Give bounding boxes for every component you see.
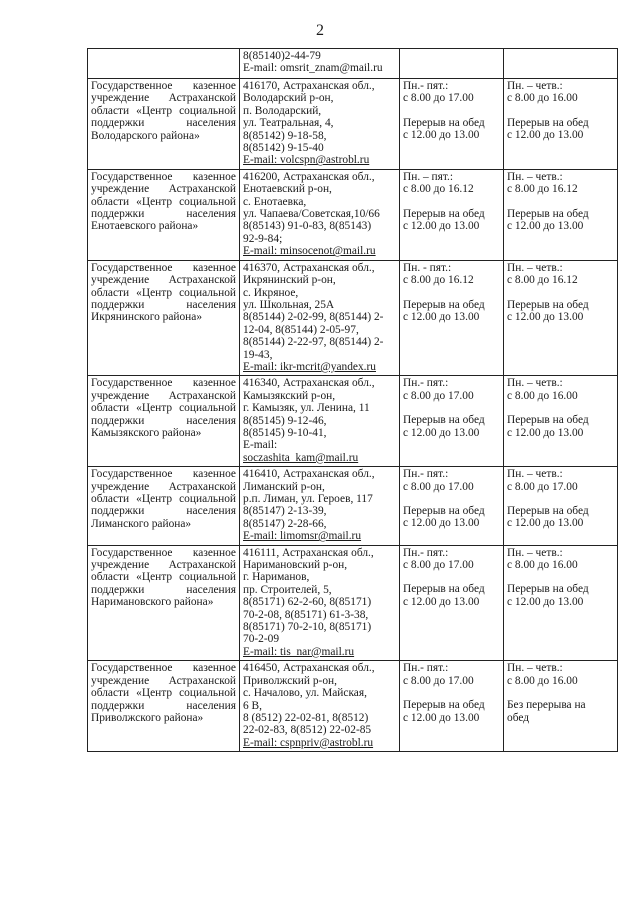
org-name: Государственное казенное учреждение Астраханской области «Центр социальной поддержки населения Енотаевского района» [91, 170, 236, 233]
schedule-thursday-cell [504, 79, 618, 170]
break1-line: с 12.00 до 13.00 [403, 711, 480, 724]
break1-line: Перерыв на обед [403, 505, 485, 517]
break2-line: Перерыв на обед [507, 505, 589, 517]
address-line: 8(85144) 2-22-97, 8(85144) 2- [243, 336, 384, 349]
break2-line: с 12.00 до 13.00 [507, 595, 584, 608]
schedule-thursday [507, 80, 614, 105]
address-line: с. Началово, ул. Майская, [243, 687, 367, 700]
break1-line: с 12.00 до 13.00 [403, 129, 480, 142]
email-link[interactable]: soczashita_kam@mail.ru [243, 451, 359, 464]
schedule-thursday-cell [504, 376, 618, 467]
org-name: Государственное казенное учреждение Астраханской области «Центр социальной поддержки населения Камызякского района» [91, 377, 236, 439]
spacer [403, 571, 500, 583]
lunch-break-thursday [507, 208, 614, 233]
break2-line: Без перерыва на [507, 699, 586, 712]
spacer [403, 493, 500, 505]
address-cell [240, 467, 400, 545]
address-lines [243, 662, 396, 736]
break1-line: с 12.00 до 13.00 [403, 595, 480, 608]
sched1-line: с 8.00 до 17.00 [403, 674, 474, 687]
address-lines [243, 80, 396, 154]
sched2-line: Пн. – четв.: [507, 261, 563, 274]
address-cell [240, 661, 400, 752]
sched2-line: с 8.00 до 16.00 [507, 389, 578, 402]
org-name-cell [88, 169, 240, 260]
schedule-weekdays-cell [400, 376, 504, 467]
org-name: Государственное казенное учреждение Астраханской области «Центр социальной поддержки населения Лиманского района» [91, 468, 236, 530]
schedule-thursday-cell [504, 467, 618, 545]
sched2-line: с 8.00 до 16.00 [507, 674, 578, 687]
email-link[interactable]: E-mail: cspnpriv@astrobl.ru [243, 736, 374, 749]
schedule-thursday-cell [504, 545, 618, 661]
sched1-line: Пн. - пят.: [403, 261, 452, 274]
sched1-line: с 8.00 до 17.00 [403, 559, 474, 572]
break2-line: с 12.00 до 13.00 [507, 220, 584, 233]
sched2-line: Пн. – четв.: [507, 468, 563, 481]
address-cell [240, 376, 400, 467]
page-number: 2 [316, 22, 324, 39]
table-row-continuation [88, 49, 618, 79]
address-line: Икрянинский р-он, [243, 274, 336, 287]
lunch-break-weekdays [403, 414, 500, 439]
address-line: 92-9-84; [243, 232, 283, 245]
table-row [88, 260, 618, 376]
spacer [507, 287, 614, 299]
lunch-break-weekdays [403, 299, 500, 324]
address-line: ул. Чапаева/Советская,10/66 [243, 208, 380, 221]
break2-line: с 12.00 до 13.00 [507, 517, 584, 530]
schedule-thursday-cell [504, 169, 618, 260]
sched2-line: Пн. – четв.: [507, 170, 563, 183]
break2-line: с 12.00 до 13.00 [507, 310, 584, 323]
lunch-break-weekdays [403, 583, 500, 608]
schedule-thursday-cell [504, 260, 618, 376]
sched1-line: Пн.- пят.: [403, 377, 449, 390]
schedule-weekdays-cell [400, 169, 504, 260]
schedule-weekdays-cell [400, 79, 504, 170]
email-link[interactable]: E-mail: volcspn@astrobl.ru [243, 154, 370, 167]
address-line: с. Енотаевка, [243, 195, 307, 208]
lunch-break-thursday [507, 299, 614, 324]
schedule-thursday-cell [504, 661, 618, 752]
org-cell [88, 49, 240, 79]
org-name-cell [88, 79, 240, 170]
sched1-line: с 8.00 до 16.12 [403, 183, 474, 196]
org-name: Государственное казенное учреждение Астраханской области «Центр социальной поддержки населения Наримановского района» [91, 546, 236, 609]
schedule-weekdays [403, 171, 500, 196]
break1-line: с 12.00 до 13.00 [403, 310, 480, 323]
org-name: Государственное казенное учреждение Астраханской области «Центр социальной поддержки населения Приволжского района» [91, 662, 236, 724]
schedule-cell [400, 49, 504, 79]
lunch-break-thursday [507, 414, 614, 439]
email-link[interactable]: E-mail: minsocenot@mail.ru [243, 245, 376, 258]
sched2-line: с 8.00 до 16.00 [507, 92, 578, 105]
sched1-line: Пн.- пят.: [403, 80, 449, 92]
sched1-line: Пн.- пят.: [403, 662, 449, 675]
break2-line: обед [507, 711, 530, 724]
org-name-cell [88, 260, 240, 376]
address-cell [240, 169, 400, 260]
schedule-thursday [507, 171, 614, 196]
schedule-thursday [507, 262, 614, 287]
table-row [88, 467, 618, 545]
sched1-line: с 8.00 до 17.00 [403, 92, 474, 105]
schedule-thursday [507, 377, 614, 402]
break2-line: Перерыв на обед [507, 116, 589, 129]
address-line: 8(85147) 2-28-66, [243, 517, 327, 530]
address-cell [240, 260, 400, 376]
address-line: 22-02-83, 8(8512) 22-02-85 [243, 724, 372, 737]
address-lines [243, 547, 396, 646]
address-line: 8 (8512) 22-02-81, 8(8512) [243, 711, 369, 724]
sched2-line: с 8.00 до 16.00 [507, 559, 578, 572]
address-line: 416170, Астраханская обл., [243, 80, 375, 92]
sched1-line: Пн. – пят.: [403, 170, 454, 183]
table-row [88, 376, 618, 467]
address-line: п. Володарский, [243, 104, 322, 117]
email-link[interactable]: E-mail: tis_nar@mail.ru [243, 645, 355, 658]
address-line: 70-2-09 [243, 633, 280, 646]
schedule-weekdays-cell [400, 467, 504, 545]
lunch-break-weekdays [403, 117, 500, 142]
phone-line: 8(85140)2-44-79 [243, 50, 321, 62]
address-line: 8(85144) 2-02-99, 8(85144) 2- [243, 311, 384, 324]
spacer [507, 687, 614, 699]
table-row [88, 545, 618, 661]
address-lines [243, 377, 396, 451]
schedule-weekdays-cell [400, 545, 504, 661]
address-line: Наримановский р-он, [243, 559, 348, 572]
address-line: 8(85142) 9-15-40 [243, 142, 324, 155]
address-line: пр. Строителей, 5, [243, 583, 332, 596]
email-link[interactable]: E-mail: ikr-mcrit@yandex.ru [243, 360, 376, 373]
sched2-line: с 8.00 до 17.00 [507, 480, 578, 493]
spacer [507, 196, 614, 208]
spacer [507, 493, 614, 505]
org-name-cell [88, 467, 240, 545]
address-line: E-mail: [243, 439, 278, 452]
address-line: 8(85147) 2-13-39, [243, 505, 327, 518]
schedule-cell-thursday [504, 49, 618, 79]
sched1-line: Пн.- пят.: [403, 468, 449, 481]
address-line: 8(85171) 62-2-60, 8(85171) [243, 596, 372, 609]
lunch-break-thursday [507, 117, 614, 142]
sched2-line: с 8.00 до 16.12 [507, 183, 578, 196]
address-line: 416200, Астраханская обл., [243, 170, 375, 183]
address-line: 8(85171) 70-2-10, 8(85171) [243, 621, 372, 634]
table-row [88, 661, 618, 752]
break2-line: Перерыв на обед [507, 207, 589, 220]
spacer [403, 105, 500, 117]
address-lines [243, 262, 396, 361]
break2-line: Перерыв на обед [507, 298, 589, 311]
org-name-cell [88, 661, 240, 752]
lunch-break-weekdays [403, 699, 500, 724]
address-line: 70-2-08, 8(85171) 61-3-38, [243, 608, 369, 621]
address-cell [240, 79, 400, 170]
org-name: Государственное казенное учреждение Астраханской области «Центр социальной поддержки населения Володарского района» [91, 80, 236, 142]
sched1-line: с 8.00 до 17.00 [403, 480, 474, 493]
address-line: с. Икряное, [243, 286, 299, 299]
address-line: 8(85145) 9-10-41, [243, 426, 327, 439]
sched2-line: Пн. – четв.: [507, 662, 563, 675]
address-line: 416340, Астраханская обл., [243, 377, 375, 390]
break1-line: с 12.00 до 13.00 [403, 426, 480, 439]
break1-line: Перерыв на обед [403, 298, 485, 311]
sched1-line: Пн.- пят.: [403, 546, 449, 559]
address-cell [240, 49, 400, 79]
spacer [403, 287, 500, 299]
address-line: Володарский р-он, [243, 92, 334, 105]
sched2-line: Пн. – четв.: [507, 546, 563, 559]
sched2-line: Пн. – четв.: [507, 377, 563, 390]
address-line: 8(85145) 9-12-46, [243, 414, 327, 427]
spacer [403, 402, 500, 414]
break1-line: Перерыв на обед [403, 699, 485, 712]
table-row [88, 169, 618, 260]
sched2-line: Пн. – четв.: [507, 80, 563, 92]
break1-line: с 12.00 до 13.00 [403, 220, 480, 233]
address-line: 8(85142) 9-18-58, [243, 129, 327, 142]
address-line: 19-43, [243, 348, 273, 361]
schedule-thursday [507, 547, 614, 572]
lunch-break-thursday [507, 699, 614, 724]
schedule-weekdays [403, 547, 500, 572]
sched2-line: с 8.00 до 16.12 [507, 274, 578, 287]
schedule-weekdays [403, 377, 500, 402]
org-name-cell [88, 376, 240, 467]
break1-line: Перерыв на обед [403, 583, 485, 596]
lunch-break-thursday [507, 583, 614, 608]
spacer [507, 105, 614, 117]
address-line: Енотаевский р-он, [243, 183, 332, 196]
break1-line: Перерыв на обед [403, 414, 485, 427]
sched1-line: с 8.00 до 16.12 [403, 274, 474, 287]
address-lines [243, 468, 396, 530]
address-line: р.п. Лиман, ул. Героев, 117 [243, 493, 373, 505]
break2-line: с 12.00 до 13.00 [507, 129, 584, 142]
address-line: 6 В, [243, 699, 262, 712]
address-lines [243, 171, 396, 245]
table-row [88, 79, 618, 170]
schedule-weekdays-cell [400, 260, 504, 376]
schedule-weekdays-cell [400, 661, 504, 752]
email-line: E-mail: omsrit_znam@mail.ru [243, 62, 383, 75]
schedule-weekdays [403, 468, 500, 493]
spacer [403, 687, 500, 699]
email-link[interactable]: E-mail: limomsr@mail.ru [243, 530, 362, 543]
address-cell [240, 545, 400, 661]
schedule-weekdays [403, 662, 500, 687]
address-line: ул. Школьная, 25А [243, 298, 335, 311]
address-line: Приволжский р-он, [243, 674, 337, 687]
lunch-break-thursday [507, 505, 614, 530]
break2-line: Перерыв на обед [507, 414, 589, 427]
address-line: 416111, Астраханская обл., [243, 546, 374, 559]
address-line: 8(85143) 91-0-83, 8(85143) [243, 220, 372, 233]
address-line: 416370, Астраханская обл., [243, 261, 375, 274]
address-line: г. Камызяк, ул. Ленина, 11 [243, 402, 370, 415]
schedule-thursday [507, 662, 614, 687]
break1-line: с 12.00 до 13.00 [403, 517, 480, 530]
lunch-break-weekdays [403, 208, 500, 233]
break1-line: Перерыв на обед [403, 207, 485, 220]
address-line: 12-04, 8(85144) 2-05-97, [243, 323, 359, 336]
address-line: ул. Театральная, 4, [243, 117, 334, 130]
address-line: Лиманский р-он, [243, 480, 325, 493]
address-line: Камызякский р-он, [243, 389, 336, 402]
lunch-break-weekdays [403, 505, 500, 530]
sched1-line: с 8.00 до 17.00 [403, 389, 474, 402]
address-line: г. Нариманов, [243, 571, 310, 584]
schedule-weekdays [403, 80, 500, 105]
schedule-weekdays [403, 262, 500, 287]
spacer [507, 402, 614, 414]
break2-line: с 12.00 до 13.00 [507, 426, 584, 439]
address-line: 416450, Астраханская обл., [243, 662, 375, 675]
spacer [507, 571, 614, 583]
schedule-thursday [507, 468, 614, 493]
break2-line: Перерыв на обед [507, 583, 589, 596]
spacer [403, 196, 500, 208]
org-name-cell [88, 545, 240, 661]
org-name: Государственное казенное учреждение Астраханской области «Центр социальной поддержки населения Икрянинского района» [91, 261, 236, 324]
break1-line: Перерыв на обед [403, 116, 485, 129]
centers-table [87, 48, 618, 752]
address-line: 416410, Астраханская обл., [243, 468, 375, 481]
